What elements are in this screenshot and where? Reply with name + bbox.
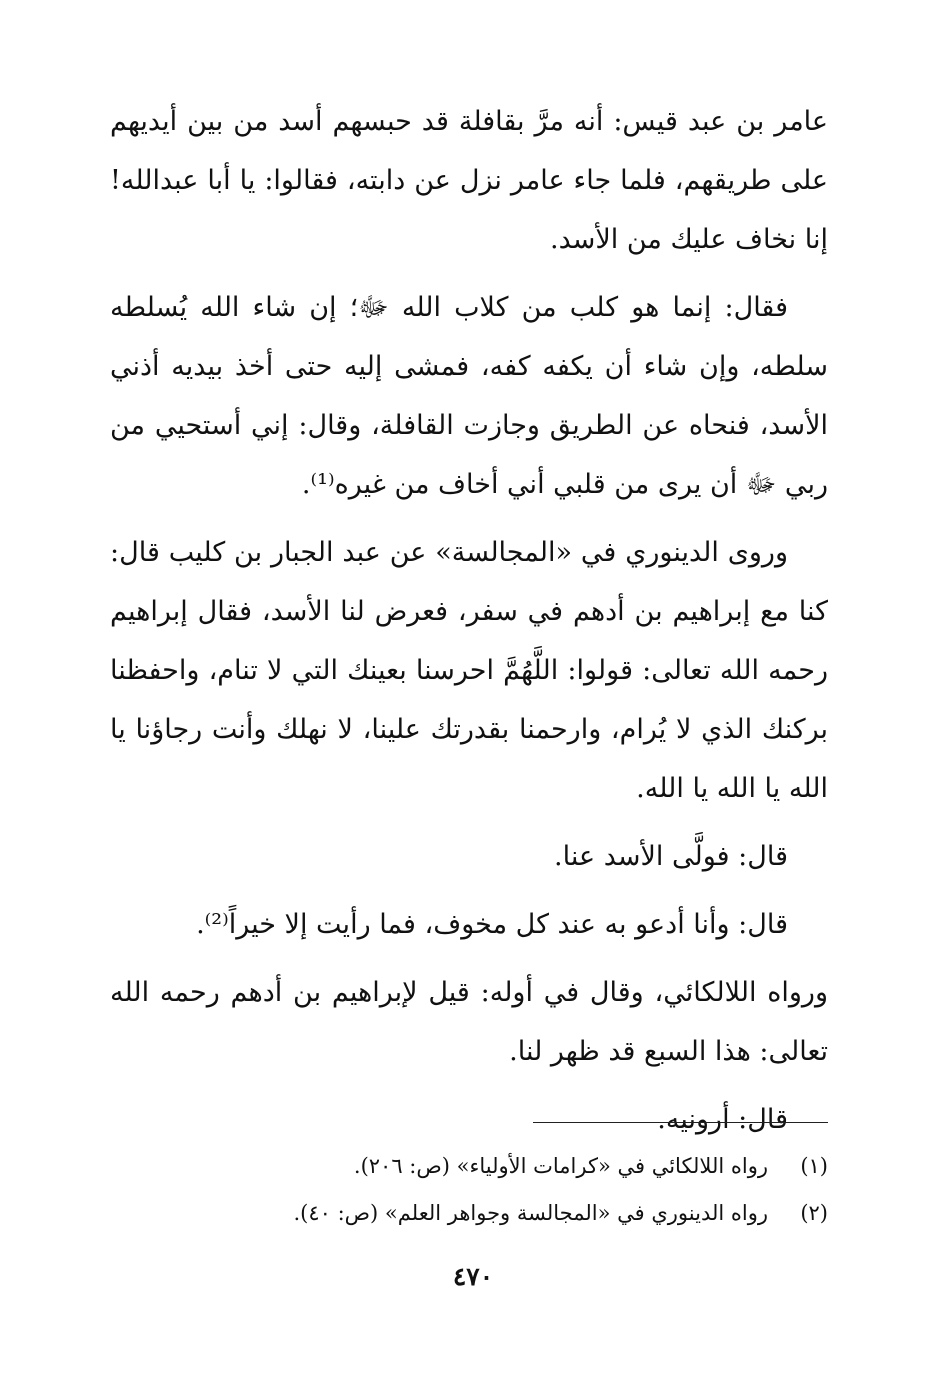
footnote-divider xyxy=(533,1122,828,1123)
main-text xyxy=(110,92,828,1158)
paragraph-2: فقال: إنما هو كلب من كلاب الله ﷻ؛ إن شاء الله يُسلطه سلطه، وإن شاء أن يكفه كفه، فمشى إليه حتى أخذ بيديه أذني الأسد، فنحاه عن الطريق وجازت القافلة، وقال: إني أستحيي من ربي ﷻ أن يرى من قلبي أني أخاف من غيره⁽¹⁾. xyxy=(110,292,828,500)
footnotes xyxy=(110,1122,828,1237)
paragraph-3: وروى الدينوري في «المجالسة» عن عبد الجبار بن كليب قال: كنا مع إبراهيم بن أدهم في سفر، فعرض لنا الأسد، فقال إبراهيم رحمه الله تعالى: قولوا: اللَّهُمَّ احرسنا بعينك التي لا تنام، واحفظنا بركنك الذي لا يُرام، وارحمنا بقدرتك علينا، لا نهلك وأنت رجاؤنا يا الله يا الله يا الله. xyxy=(110,537,828,804)
paragraph-6: ورواه اللالكائي، وقال في أوله: قيل لإبراهيم بن أدهم رحمه الله تعالى: هذا السبع قد ظهر لنا. xyxy=(110,977,828,1067)
footnote-1-number: (١) xyxy=(800,1154,828,1178)
footnote-2-number: (٢) xyxy=(800,1201,828,1225)
paragraph-7: قال: أرونيه. xyxy=(657,1104,788,1135)
footnote-2-text: رواه الدينوري في «المجالسة وجواهر العلم» (ص: ٤٠). xyxy=(293,1201,768,1225)
page-number: ٤٧٠ xyxy=(452,1262,494,1291)
paragraph-5: قال: وأنا أدعو به عند كل مخوف، فما رأيت إلا خيراً⁽²⁾. xyxy=(196,909,788,940)
paragraph-4: قال: فولَّى الأسد عنا. xyxy=(554,841,788,872)
paragraph-1: عامر بن عبد قيس: أنه مرَّ بقافلة قد حبسهم أسد من بين أيديهم على طريقهم، فلما جاء عامر نزل عن دابته، فقالوا: يا أبا عبدالله! إنا نخاف عليك من الأسد. xyxy=(110,106,828,255)
footnote-2 xyxy=(110,1190,828,1237)
footnote-1-text: رواه اللالكائي في «كرامات الأولياء» (ص: ٢٠٦). xyxy=(353,1154,768,1178)
footnote-1 xyxy=(110,1143,828,1190)
